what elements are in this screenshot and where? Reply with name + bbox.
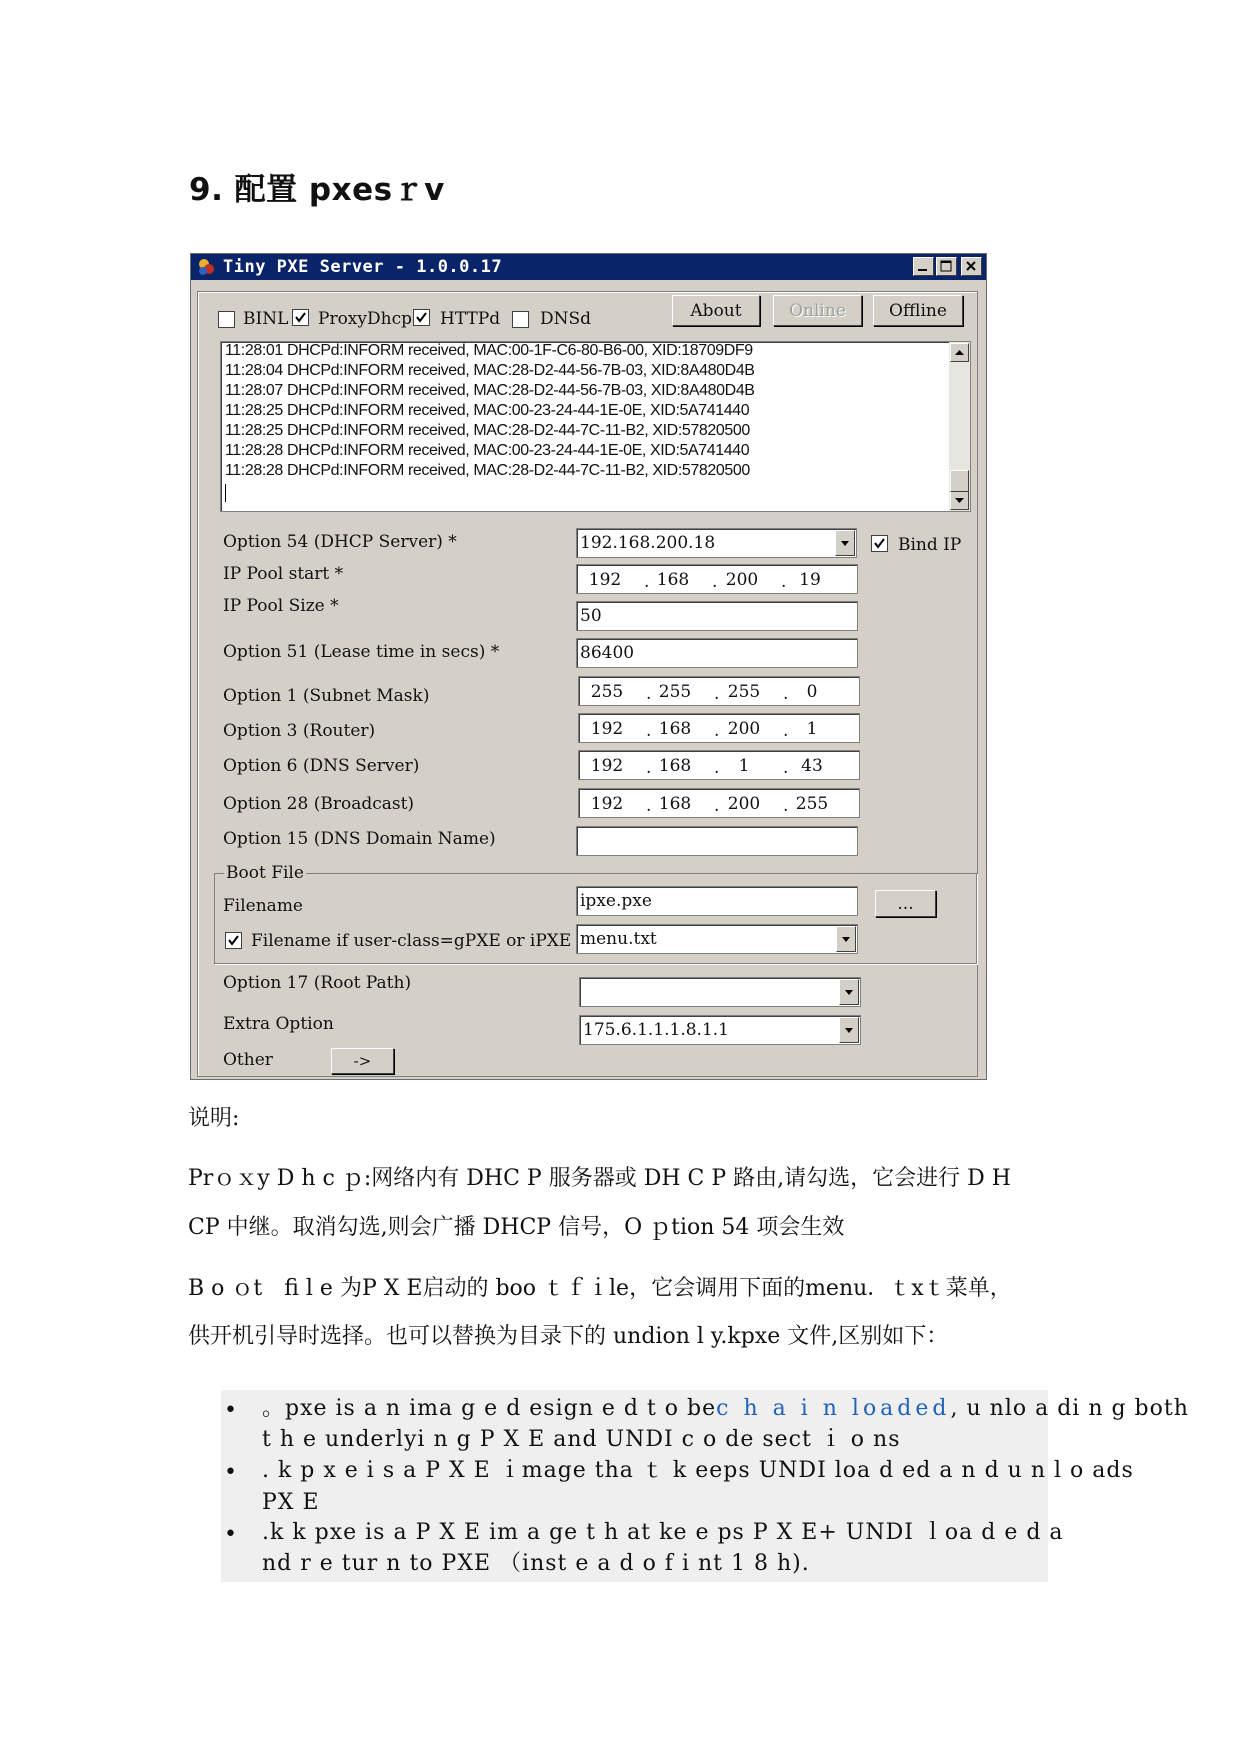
arrow-up-icon xyxy=(951,344,968,361)
ip-octet[interactable]: 200 xyxy=(725,570,759,590)
extra-option-combobox[interactable] xyxy=(579,1015,861,1045)
log-line: 11:28:28 DHCPd:INFORM received, MAC:28-D2-44-7C-11-B2, XID:57820500 xyxy=(225,462,750,479)
ip-octet[interactable]: 255 xyxy=(727,682,761,702)
arrow-down-icon xyxy=(951,492,968,509)
log-scrollbar[interactable] xyxy=(949,342,970,511)
ip-octet[interactable]: 255 xyxy=(590,682,624,702)
extra-option-value: 175.6.1.1.1.8.1.1 xyxy=(583,1020,729,1040)
log-line: 11:28:28 DHCPd:INFORM received, MAC:00-23-24-44-1E-0E, XID:5A741440 xyxy=(225,442,750,459)
ip-octet[interactable]: 168 xyxy=(656,570,690,590)
dnsd-label: DNSd xyxy=(540,309,592,329)
extra-option-label: Extra Option xyxy=(223,1014,334,1034)
broadcast-ip-field[interactable] xyxy=(578,788,860,818)
section-heading: 9. 配置 pxesｒv xyxy=(189,172,445,208)
option54-combobox[interactable] xyxy=(576,528,857,558)
ip-octet[interactable]: 0 xyxy=(806,682,818,702)
scroll-down-button[interactable] xyxy=(950,491,969,510)
ip-dot: . xyxy=(646,758,652,778)
chevron-down-icon xyxy=(840,1018,858,1042)
ip-octet[interactable]: 168 xyxy=(658,794,692,814)
bullet-1-line2: t h e underlyi n g P X E and UNDI c o de sect ｉ o ns xyxy=(262,1427,901,1452)
bullet-2-line2: PX E xyxy=(262,1490,320,1515)
browse-button[interactable]: ... xyxy=(875,890,936,917)
subnet-mask-ip-field[interactable] xyxy=(578,676,860,706)
option17-label: Option 17 (Root Path) xyxy=(223,973,412,993)
ip-dot: . xyxy=(646,684,652,704)
httpd-label: HTTPd xyxy=(440,309,501,329)
about-button[interactable]: About xyxy=(672,295,760,326)
extra-option-dropdown-button[interactable] xyxy=(839,1017,859,1043)
bootfile-note-line2: 供开机引导时选择。也可以替换为目录下的 undion l y.kpxe 文件,区别如下： xyxy=(188,1324,949,1349)
lease-time-field[interactable]: 86400 xyxy=(576,638,858,668)
title-bar xyxy=(191,254,986,280)
ip-dot: . xyxy=(783,796,789,816)
ip-octet[interactable]: 168 xyxy=(658,756,692,776)
ip-dot: . xyxy=(781,572,787,592)
ip-octet[interactable]: 200 xyxy=(727,719,761,739)
pool-start-label: IP Pool start * xyxy=(223,564,344,584)
option54-label: Option 54 (DHCP Server) * xyxy=(223,532,457,552)
filename-field[interactable]: ipxe.pxe xyxy=(576,886,858,916)
close-button[interactable] xyxy=(961,257,982,276)
binl-checkbox[interactable] xyxy=(218,311,235,328)
ip-octet[interactable]: 168 xyxy=(658,719,692,739)
maximize-button[interactable] xyxy=(936,257,957,276)
bullet-1-line1 xyxy=(262,1394,1189,1424)
bind-ip-checkbox[interactable] xyxy=(871,535,888,552)
option54-value: 192.168.200.18 xyxy=(580,533,716,553)
online-button[interactable]: Online xyxy=(773,295,862,326)
user-class-dropdown-button[interactable] xyxy=(836,926,856,952)
chainloaded-link[interactable]: c h a i n loaded xyxy=(716,1396,951,1421)
filename-label: Filename xyxy=(223,896,303,916)
offline-button[interactable]: Offline xyxy=(873,295,963,326)
bootfile-note-line1: B o ｏt fi l e 为P X E启动的 boo ｔｆｉle，它会调用下面的menu．ｔxｔ菜单， xyxy=(188,1276,1012,1301)
pool-size-field[interactable]: 50 xyxy=(576,601,858,631)
ip-octet[interactable]: 1 xyxy=(806,719,818,739)
ip-octet[interactable]: 192 xyxy=(590,719,624,739)
log-line: 11:28:07 DHCPd:INFORM received, MAC:28-D2-44-56-7B-03, XID:8A480D4B xyxy=(225,382,755,399)
bullet-3-line2: nd r e tur n to PXE （inst e a d o f i nt 1 8 h). xyxy=(262,1551,810,1576)
ip-octet[interactable]: 192 xyxy=(590,794,624,814)
user-class-filename-value: menu.txt xyxy=(580,929,657,949)
bullet-2-line1: . k p x e i s a P X E ｉmage tha ｔ k eeps UNDI loa d ed a n d u n l o ads xyxy=(262,1458,1134,1483)
bind-ip-label: Bind IP xyxy=(898,535,962,555)
option1-label: Option 1 (Subnet Mask) xyxy=(223,686,430,706)
option3-label: Option 3 (Router) xyxy=(223,721,376,741)
note-label: 说明: xyxy=(188,1106,240,1131)
ip-dot: . xyxy=(714,721,720,741)
text-cursor xyxy=(225,484,226,502)
check-icon xyxy=(294,311,307,324)
minimize-icon xyxy=(914,258,933,275)
ip-octet[interactable]: 19 xyxy=(799,570,821,590)
ip-dot: . xyxy=(644,572,650,592)
option51-label: Option 51 (Lease time in secs) * xyxy=(223,642,500,662)
router-ip-field[interactable] xyxy=(578,713,860,743)
check-icon xyxy=(415,311,428,324)
scroll-thumb[interactable] xyxy=(950,470,969,492)
pool-start-ip-field[interactable] xyxy=(576,564,858,594)
ip-dot: . xyxy=(646,721,652,741)
ip-dot: . xyxy=(714,684,720,704)
proxydhcp-note-line1: Prｏｘy D h c ｐ:网络内有 DHC P 服务器或 DH C P 路由,请勾选，它会进行 D H xyxy=(188,1166,1011,1191)
option15-label: Option 15 (DNS Domain Name) xyxy=(223,829,496,849)
root-path-dropdown-button[interactable] xyxy=(839,979,859,1005)
ip-octet[interactable]: 1 xyxy=(738,756,750,776)
binl-label: BINL xyxy=(243,309,289,329)
log-line: 11:28:04 DHCPd:INFORM received, MAC:28-D2-44-56-7B-03, XID:8A480D4B xyxy=(225,362,755,379)
ip-dot: . xyxy=(783,684,789,704)
option28-label: Option 28 (Broadcast) xyxy=(223,794,415,814)
bullet-marker: • xyxy=(224,1522,237,1547)
ip-dot: . xyxy=(712,572,718,592)
option6-label: Option 6 (DNS Server) xyxy=(223,756,420,776)
chevron-down-icon xyxy=(836,531,854,555)
pool-size-label: IP Pool Size * xyxy=(223,596,339,616)
ip-octet[interactable]: 192 xyxy=(590,756,624,776)
chevron-down-icon xyxy=(840,980,858,1004)
boot-file-group-label: Boot File xyxy=(226,863,304,883)
maximize-icon xyxy=(937,258,956,275)
proxydhcp-label: ProxyDhcp xyxy=(318,309,412,329)
ip-dot: . xyxy=(714,796,720,816)
ip-dot: . xyxy=(646,796,652,816)
root-path-combobox[interactable] xyxy=(579,977,861,1007)
option54-dropdown-button[interactable] xyxy=(835,530,855,556)
scroll-up-button[interactable] xyxy=(950,343,969,362)
ip-octet[interactable]: 200 xyxy=(727,794,761,814)
ip-octet[interactable]: 43 xyxy=(801,756,823,776)
bullet-marker: • xyxy=(224,1398,237,1423)
ip-dot: . xyxy=(783,758,789,778)
chevron-down-icon xyxy=(837,927,855,951)
log-line: 11:28:25 DHCPd:INFORM received, MAC:28-D2-44-7C-11-B2, XID:57820500 xyxy=(225,422,750,439)
log-line: 11:28:25 DHCPd:INFORM received, MAC:00-23-24-44-1E-0E, XID:5A741440 xyxy=(225,402,750,419)
user-class-checkbox[interactable] xyxy=(225,932,242,949)
ip-dot: . xyxy=(783,721,789,741)
check-icon xyxy=(873,537,886,550)
bullet-1-text-b: , u nlo a di n g both xyxy=(950,1396,1189,1421)
minimize-button[interactable] xyxy=(913,257,934,276)
bullet-3-line1: .k k pxe is a P X E im a ge t h at ke e ps P X E+ UNDI ｌoa d e d a xyxy=(262,1520,1064,1545)
user-class-filename-combobox[interactable] xyxy=(576,924,858,954)
proxydhcp-note-line2: CP 中继。取消勾选,则会广播 DHCP 信号，O ｐtion 54 项会生效 xyxy=(188,1215,845,1240)
other-label: Other xyxy=(223,1050,273,1070)
bullet-1-text-a: 。pxe is a n ima g e d esign e d t o be xyxy=(262,1396,717,1421)
dns-domain-field[interactable] xyxy=(576,826,858,856)
httpd-checkbox[interactable] xyxy=(413,309,430,326)
ip-octet[interactable]: 255 xyxy=(795,794,829,814)
log-line: 11:28:01 DHCPd:INFORM received, MAC:00-1F-C6-80-B6-00, XID:18709DF9 xyxy=(225,342,753,359)
close-icon xyxy=(962,258,981,275)
ip-octet[interactable]: 255 xyxy=(658,682,692,702)
app-icon xyxy=(196,257,216,277)
ip-octet[interactable]: 192 xyxy=(588,570,622,590)
ip-dot: . xyxy=(714,758,720,778)
check-icon xyxy=(227,934,240,947)
bullet-marker: • xyxy=(224,1460,237,1485)
proxydhcp-checkbox[interactable] xyxy=(292,309,309,326)
dns-server-ip-field[interactable] xyxy=(578,750,860,780)
other-button[interactable]: -> xyxy=(331,1048,394,1074)
window-title: Tiny PXE Server - 1.0.0.17 xyxy=(223,257,503,277)
dnsd-checkbox[interactable] xyxy=(512,311,529,328)
log-textarea[interactable] xyxy=(220,341,971,512)
user-class-label: Filename if user-class=gPXE or iPXE xyxy=(251,931,572,951)
